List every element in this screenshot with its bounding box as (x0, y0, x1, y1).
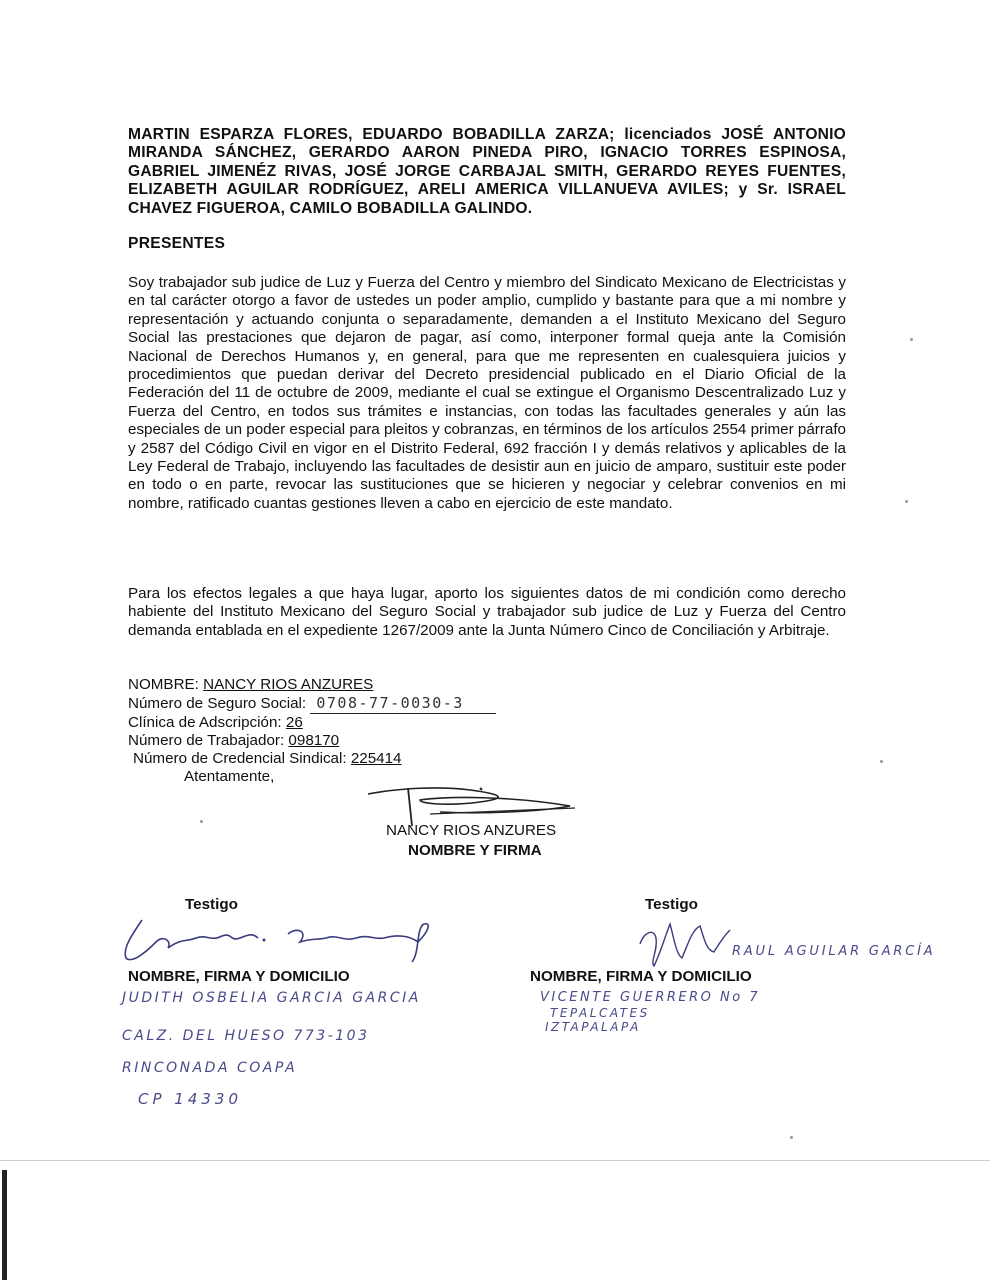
witness-left-label: NOMBRE, FIRMA Y DOMICILIO (128, 968, 350, 985)
witness-right-address-line-1: VICENTE GUERRERO No 7 (540, 990, 761, 1005)
witness-right-address-line-2: TEPALCATES (550, 1006, 650, 1020)
clinica-label: Clínica de Adscripción: (128, 713, 282, 731)
witness-left-title: Testigo (185, 896, 238, 913)
closing-atentamente: Atentamente, (184, 768, 275, 785)
scan-speck (200, 820, 203, 823)
signer-name: NANCY RIOS ANZURES (386, 822, 557, 839)
nombre-value: NANCY RIOS ANZURES (203, 676, 374, 693)
trabajador-label: Número de Trabajador: (128, 731, 285, 749)
personal-data-fields (128, 676, 496, 768)
trabajador-value: 098170 (288, 731, 340, 749)
witness-left-address-line-2: RINCONADA COAPA (122, 1060, 298, 1076)
witness-right-handwritten-name: RAUL AGUILAR GARCÍA (732, 944, 936, 959)
nss-value: 0708-77-0030-3 (310, 694, 495, 713)
scan-edge-mark (2, 1170, 7, 1280)
nss-label: Número de Seguro Social: (128, 695, 307, 713)
witness-right-address-line-3: IZTAPALAPA (545, 1020, 641, 1034)
nss-row (128, 694, 496, 713)
witness-left-postal-code: CP 14330 (138, 1090, 243, 1108)
power-of-attorney-paragraph: Soy trabajador sub judice de Luz y Fuerza del Centro y miembro del Sindicato Mexicano de Electricistas y en tal carácter otorgo a favor de ustedes un poder amplio, cumplido y bastante para que a mi nombre y representación y actuando conjunta o separadamente, demanden a el Instituto Mexicano del Seguro Social las prestaciones que dejaron de pagar, así como, interponer formal queja ante la Comisión Nacional de Derechos Humanos y, en general, para que me representen en cualesquiera juicios y procedimientos que puedan derivar del Decreto presidencial publicado en el Diario Oficial de la Federación del 11 de octubre de 2009, mediante el cual se extingue el Organismo Descentralizado Luz y Fuerza del Centro, en todos sus trámites e instancias, con todas las facultades generales y aún las especiales de un poder especial para pleitos y cobranzas, en términos de los artículos 2554 primer párrafo y 2587 del Código Civil en vigor en el Distrito Federal, 692 fracción I y demás relativos y aplicables de la Ley Federal de Trabajo, incluyendo las facultades de desistir aun en juicio de amparo, sustituir este poder en todo o en parte, revocar las sustituciones que se hicieren y negociar y celebrar convenios en mi nombre, ratificado cuantas gestiones lleven a cabo en ejercicio de este mandato. (128, 274, 846, 512)
nombre-label: NOMBRE: (128, 676, 199, 693)
trabajador-row (128, 732, 496, 750)
witness-left-handwritten-name: JUDITH OSBELIA GARCIA GARCIA (122, 990, 421, 1006)
addressees-block: MARTIN ESPARZA FLORES, EDUARDO BOBADILLA ZARZA; licenciados JOSÉ ANTONIO MIRANDA SÁNCHEZ, GERARDO AARON PINEDA PIRO, IGNACIO TORRES ESPINOSA, GABRIEL JIMENÉZ RIVAS, JOSÉ JORGE CARBAJAL SMITH, GERARDO REYES FUENTES, ELIZABETH AGUILAR RODRÍGUEZ, ARELI AMERICA VILLANUEVA AVILES; y Sr. ISRAEL CHAVEZ FIGUEROA, CAMILO BOBADILLA GALINDO. (128, 126, 846, 217)
clinica-value: 26 (285, 713, 303, 731)
salutation: PRESENTES (128, 235, 226, 252)
clinica-row (128, 714, 496, 732)
witness-right-title: Testigo (645, 896, 698, 913)
witness-right-signature (630, 914, 740, 974)
legal-data-paragraph: Para los efectos legales a que haya lugar, aporto los siguientes datos de mi condición como derecho habiente del Instituto Mexicano del Seguro Social y trabajador sub judice de Luz y Fuerza del Centro demanda entablada en el expediente 1267/2009 ante la Junta Número Cinco de Conciliación y Arbitraje. (128, 585, 846, 639)
credencial-value: 225414 (350, 750, 402, 768)
credencial-row (128, 750, 496, 768)
nombre-y-firma-label: NOMBRE Y FIRMA (408, 842, 542, 859)
witness-left-address-line-1: CALZ. DEL HUESO 773-103 (122, 1028, 370, 1044)
scan-speck (905, 500, 908, 503)
credencial-label: Número de Credencial Sindical: (133, 750, 347, 768)
scan-speck (790, 1136, 793, 1139)
witness-right-label: NOMBRE, FIRMA Y DOMICILIO (530, 968, 752, 985)
scan-divider (0, 1160, 990, 1161)
nombre-row (128, 676, 496, 694)
scan-speck (880, 760, 883, 763)
witness-left-signature (112, 912, 442, 970)
scan-speck (910, 338, 913, 341)
